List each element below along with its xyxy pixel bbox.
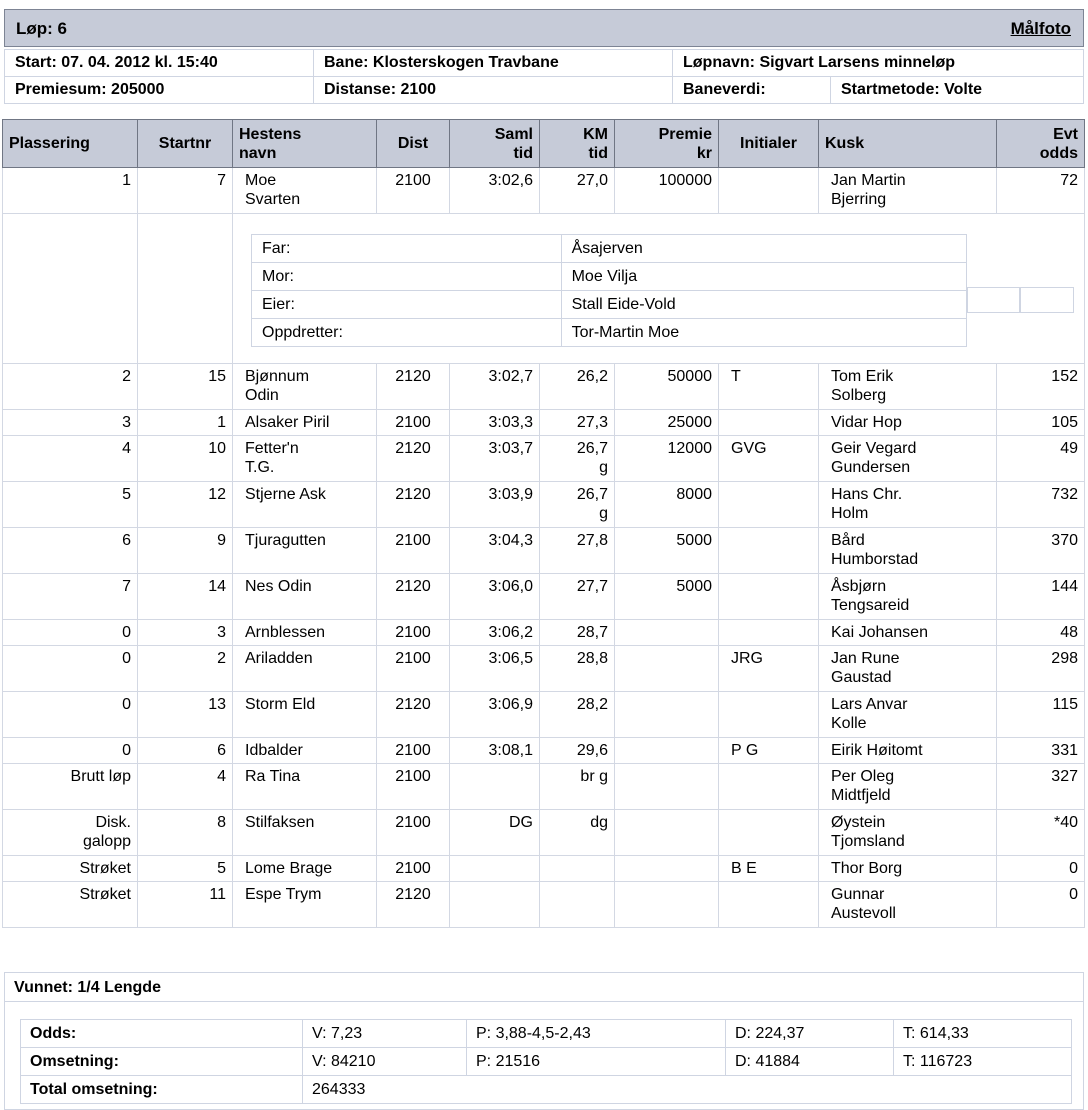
turnover-label: Omsetning: bbox=[21, 1048, 303, 1076]
table-row bbox=[3, 882, 1085, 928]
cell-placement: 3 bbox=[3, 410, 138, 436]
cell-km-time bbox=[540, 856, 615, 882]
total-turnover-value: 264333 bbox=[303, 1076, 1072, 1104]
track-name: Bane: Klosterskogen Travbane bbox=[314, 50, 673, 77]
cell-odds: 144 bbox=[997, 574, 1085, 620]
cell-start-number: 11 bbox=[138, 882, 233, 928]
cell-driver: Vidar Hop bbox=[819, 410, 997, 436]
pedigree-row bbox=[3, 214, 1085, 364]
cell-horse-name: Nes Odin bbox=[233, 574, 377, 620]
pedigree-spacer bbox=[3, 214, 138, 364]
cell-placement: Strøket bbox=[3, 882, 138, 928]
column-header-text: Kusk bbox=[825, 135, 865, 152]
cell-total-time: 3:02,7 bbox=[450, 364, 540, 410]
cell-placement: 2 bbox=[3, 364, 138, 410]
cell-odds: 298 bbox=[997, 646, 1085, 692]
cell-prize bbox=[615, 738, 719, 764]
cell-odds: 327 bbox=[997, 764, 1085, 810]
cell-horse-name: Stilfaksen bbox=[233, 810, 377, 856]
table-row bbox=[3, 364, 1085, 410]
pedigree-label: Mor: bbox=[252, 263, 562, 291]
turnover-row bbox=[21, 1048, 1072, 1076]
cell-start-number: 14 bbox=[138, 574, 233, 620]
pedigree-empty-cell bbox=[967, 287, 1020, 313]
column-header-text: Saml bbox=[494, 125, 533, 143]
cell-driver: Per Oleg Midtfjeld bbox=[819, 764, 997, 810]
cell-prize: 25000 bbox=[615, 410, 719, 436]
cell-horse-name: Stjerne Ask bbox=[233, 482, 377, 528]
cell-odds: 732 bbox=[997, 482, 1085, 528]
start-time: Start: 07. 04. 2012 kl. 15:40 bbox=[5, 50, 314, 77]
col-km-time bbox=[540, 120, 615, 168]
cell-km-time: 27,8 bbox=[540, 528, 615, 574]
table-row bbox=[3, 738, 1085, 764]
cell-km-time bbox=[540, 882, 615, 928]
cell-odds: 105 bbox=[997, 410, 1085, 436]
cell-odds: 72 bbox=[997, 168, 1085, 214]
column-header-text: Startnr bbox=[158, 135, 212, 152]
race-header bbox=[4, 9, 1084, 47]
cell-start-number: 6 bbox=[138, 738, 233, 764]
cell-placement: 5 bbox=[3, 482, 138, 528]
cell-driver: Thor Borg bbox=[819, 856, 997, 882]
cell-total-time bbox=[450, 856, 540, 882]
pedigree-cell bbox=[233, 214, 1085, 364]
pedigree-entry bbox=[252, 263, 967, 291]
cell-placement: 0 bbox=[3, 738, 138, 764]
start-method: Startmetode: Volte bbox=[831, 77, 1084, 104]
cell-distance: 2120 bbox=[377, 436, 450, 482]
cell-distance: 2120 bbox=[377, 364, 450, 410]
cell-distance: 2100 bbox=[377, 646, 450, 692]
table-row bbox=[3, 436, 1085, 482]
cell-placement: 6 bbox=[3, 528, 138, 574]
cell-prize: 12000 bbox=[615, 436, 719, 482]
table-row bbox=[3, 574, 1085, 620]
cell-distance: 2120 bbox=[377, 574, 450, 620]
cell-total-time: 3:06,2 bbox=[450, 620, 540, 646]
column-header-text: Hestens bbox=[239, 125, 302, 143]
cell-start-number: 1 bbox=[138, 410, 233, 436]
cell-initials: P G bbox=[719, 738, 819, 764]
odds-double: D: 224,37 bbox=[726, 1020, 894, 1048]
cell-start-number: 8 bbox=[138, 810, 233, 856]
odds-row bbox=[21, 1020, 1072, 1048]
cell-horse-name: Fetter'n T.G. bbox=[233, 436, 377, 482]
column-header-text: kr bbox=[696, 144, 712, 162]
table-row bbox=[3, 646, 1085, 692]
table-row bbox=[3, 528, 1085, 574]
column-header-text: navn bbox=[239, 144, 277, 162]
cell-placement: 1 bbox=[3, 168, 138, 214]
results-table bbox=[2, 119, 1085, 928]
cell-distance: 2100 bbox=[377, 168, 450, 214]
cell-km-time: 27,3 bbox=[540, 410, 615, 436]
cell-initials bbox=[719, 482, 819, 528]
cell-driver: Lars Anvar Kolle bbox=[819, 692, 997, 738]
cell-initials bbox=[719, 574, 819, 620]
column-header-text: Initialer bbox=[740, 135, 797, 152]
cell-prize bbox=[615, 764, 719, 810]
photo-finish-link[interactable]: Målfoto bbox=[1010, 19, 1071, 38]
cell-total-time: 3:06,0 bbox=[450, 574, 540, 620]
pedigree-entry bbox=[252, 235, 967, 263]
odds-trio: T: 614,33 bbox=[894, 1020, 1072, 1048]
cell-km-time: 28,8 bbox=[540, 646, 615, 692]
cell-total-time: DG bbox=[450, 810, 540, 856]
table-row bbox=[3, 482, 1085, 528]
cell-km-time: 28,2 bbox=[540, 692, 615, 738]
column-header-text: Premie bbox=[658, 125, 712, 143]
cell-placement: 0 bbox=[3, 692, 138, 738]
odds-table bbox=[20, 1019, 1072, 1104]
cell-driver: Geir Vegard Gundersen bbox=[819, 436, 997, 482]
column-header-text: Dist bbox=[397, 135, 429, 152]
cell-initials: B E bbox=[719, 856, 819, 882]
cell-placement: Brutt løp bbox=[3, 764, 138, 810]
cell-total-time bbox=[450, 764, 540, 810]
cell-placement: Strøket bbox=[3, 856, 138, 882]
cell-start-number: 3 bbox=[138, 620, 233, 646]
odds-win: V: 7,23 bbox=[303, 1020, 467, 1048]
column-header-text: odds bbox=[1039, 144, 1078, 162]
cell-km-time: br g bbox=[540, 764, 615, 810]
cell-km-time: 29,6 bbox=[540, 738, 615, 764]
cell-prize bbox=[615, 810, 719, 856]
cell-driver: Bård Humborstad bbox=[819, 528, 997, 574]
cell-total-time bbox=[450, 882, 540, 928]
pedigree-label: Far: bbox=[252, 235, 562, 263]
cell-initials bbox=[719, 764, 819, 810]
cell-distance: 2100 bbox=[377, 738, 450, 764]
cell-start-number: 12 bbox=[138, 482, 233, 528]
table-row bbox=[3, 692, 1085, 738]
col-distance bbox=[377, 120, 450, 168]
cell-odds: 48 bbox=[997, 620, 1085, 646]
pedigree-entry bbox=[252, 291, 967, 319]
cell-distance: 2100 bbox=[377, 528, 450, 574]
col-start-number bbox=[138, 120, 233, 168]
column-header-text: tid bbox=[513, 144, 533, 162]
cell-placement: 0 bbox=[3, 620, 138, 646]
cell-km-time: 26,2 bbox=[540, 364, 615, 410]
cell-horse-name: Espe Trym bbox=[233, 882, 377, 928]
cell-odds: 152 bbox=[997, 364, 1085, 410]
cell-driver: Gunnar Austevoll bbox=[819, 882, 997, 928]
cell-initials bbox=[719, 528, 819, 574]
column-header-text: Plassering bbox=[9, 135, 90, 152]
cell-driver: Eirik Høitomt bbox=[819, 738, 997, 764]
cell-km-time: 27,7 bbox=[540, 574, 615, 620]
cell-km-time: 28,7 bbox=[540, 620, 615, 646]
cell-distance: 2100 bbox=[377, 856, 450, 882]
cell-start-number: 15 bbox=[138, 364, 233, 410]
cell-driver: Jan Rune Gaustad bbox=[819, 646, 997, 692]
turnover-place: P: 21516 bbox=[467, 1048, 726, 1076]
col-horse-name bbox=[233, 120, 377, 168]
cell-start-number: 13 bbox=[138, 692, 233, 738]
cell-driver: Kai Johansen bbox=[819, 620, 997, 646]
col-odds bbox=[997, 120, 1085, 168]
cell-prize: 100000 bbox=[615, 168, 719, 214]
pedigree-empty-cell bbox=[1020, 287, 1074, 313]
cell-total-time: 3:03,3 bbox=[450, 410, 540, 436]
cell-horse-name: Tjuragutten bbox=[233, 528, 377, 574]
pedigree-value: Stall Eide-Vold bbox=[561, 291, 966, 319]
total-turnover-label: Total omsetning: bbox=[21, 1076, 303, 1104]
summary-divider bbox=[5, 1001, 1083, 1002]
cell-driver: Jan Martin Bjerring bbox=[819, 168, 997, 214]
cell-total-time: 3:06,5 bbox=[450, 646, 540, 692]
cell-horse-name: Arnblessen bbox=[233, 620, 377, 646]
cell-total-time: 3:03,9 bbox=[450, 482, 540, 528]
cell-horse-name: Ariladden bbox=[233, 646, 377, 692]
cell-horse-name: Moe Svarten bbox=[233, 168, 377, 214]
cell-start-number: 5 bbox=[138, 856, 233, 882]
cell-horse-name: Bjønnum Odin bbox=[233, 364, 377, 410]
cell-distance: 2120 bbox=[377, 692, 450, 738]
column-header-text: tid bbox=[588, 144, 608, 162]
cell-odds: 370 bbox=[997, 528, 1085, 574]
cell-distance: 2100 bbox=[377, 410, 450, 436]
cell-start-number: 7 bbox=[138, 168, 233, 214]
cell-driver: Tom Erik Solberg bbox=[819, 364, 997, 410]
table-row bbox=[3, 410, 1085, 436]
cell-horse-name: Lome Brage bbox=[233, 856, 377, 882]
cell-prize: 50000 bbox=[615, 364, 719, 410]
col-initials bbox=[719, 120, 819, 168]
cell-initials bbox=[719, 410, 819, 436]
cell-driver: Hans Chr. Holm bbox=[819, 482, 997, 528]
cell-initials: T bbox=[719, 364, 819, 410]
cell-start-number: 10 bbox=[138, 436, 233, 482]
cell-initials: GVG bbox=[719, 436, 819, 482]
cell-initials bbox=[719, 620, 819, 646]
pedigree-value: Åsajerven bbox=[561, 235, 966, 263]
cell-prize bbox=[615, 692, 719, 738]
table-row bbox=[3, 620, 1085, 646]
col-total-time bbox=[450, 120, 540, 168]
race-info-table bbox=[4, 49, 1084, 104]
odds-label: Odds: bbox=[21, 1020, 303, 1048]
cell-start-number: 4 bbox=[138, 764, 233, 810]
cell-prize bbox=[615, 620, 719, 646]
pedigree-value: Moe Vilja bbox=[561, 263, 966, 291]
pedigree-entry bbox=[252, 319, 967, 347]
table-row bbox=[3, 764, 1085, 810]
cell-odds: *40 bbox=[997, 810, 1085, 856]
cell-km-time: dg bbox=[540, 810, 615, 856]
cell-distance: 2100 bbox=[377, 620, 450, 646]
cell-placement: 4 bbox=[3, 436, 138, 482]
cell-horse-name: Ra Tina bbox=[233, 764, 377, 810]
cell-odds: 115 bbox=[997, 692, 1085, 738]
cell-prize bbox=[615, 646, 719, 692]
cell-total-time: 3:02,6 bbox=[450, 168, 540, 214]
cell-distance: 2120 bbox=[377, 482, 450, 528]
pedigree-spacer bbox=[138, 214, 233, 364]
total-turnover-row bbox=[21, 1076, 1072, 1104]
cell-km-time: 26,7 g bbox=[540, 482, 615, 528]
cell-km-time: 27,0 bbox=[540, 168, 615, 214]
cell-placement: Disk. galopp bbox=[3, 810, 138, 856]
cell-start-number: 2 bbox=[138, 646, 233, 692]
cell-total-time: 3:03,7 bbox=[450, 436, 540, 482]
cell-initials: JRG bbox=[719, 646, 819, 692]
col-driver bbox=[819, 120, 997, 168]
table-row bbox=[3, 810, 1085, 856]
cell-prize: 5000 bbox=[615, 574, 719, 620]
cell-driver: Øystein Tjomsland bbox=[819, 810, 997, 856]
pedigree-table bbox=[251, 234, 967, 347]
cell-odds: 0 bbox=[997, 856, 1085, 882]
table-row bbox=[3, 168, 1085, 214]
cell-horse-name: Storm Eld bbox=[233, 692, 377, 738]
cell-odds: 0 bbox=[997, 882, 1085, 928]
cell-horse-name: Alsaker Piril bbox=[233, 410, 377, 436]
column-header-text: KM bbox=[583, 125, 608, 143]
cell-prize: 5000 bbox=[615, 528, 719, 574]
distance: Distanse: 2100 bbox=[314, 77, 673, 104]
table-row bbox=[3, 856, 1085, 882]
winning-margin: Vunnet: 1/4 Lengde bbox=[14, 979, 161, 996]
cell-odds: 331 bbox=[997, 738, 1085, 764]
cell-placement: 0 bbox=[3, 646, 138, 692]
turnover-win: V: 84210 bbox=[303, 1048, 467, 1076]
race-name: Løpnavn: Sigvart Larsens minneløp bbox=[673, 50, 1084, 77]
cell-driver: Åsbjørn Tengsareid bbox=[819, 574, 997, 620]
cell-initials bbox=[719, 882, 819, 928]
cell-prize: 8000 bbox=[615, 482, 719, 528]
cell-km-time: 26,7 g bbox=[540, 436, 615, 482]
col-prize bbox=[615, 120, 719, 168]
cell-horse-name: Idbalder bbox=[233, 738, 377, 764]
cell-initials bbox=[719, 810, 819, 856]
cell-total-time: 3:06,9 bbox=[450, 692, 540, 738]
turnover-trio: T: 116723 bbox=[894, 1048, 1072, 1076]
cell-placement: 7 bbox=[3, 574, 138, 620]
column-header-text: Evt bbox=[1053, 125, 1078, 143]
race-number: Løp: 6 bbox=[16, 19, 67, 38]
prize-sum: Premiesum: 205000 bbox=[5, 77, 314, 104]
results-header-row bbox=[3, 120, 1085, 168]
cell-distance: 2120 bbox=[377, 882, 450, 928]
cell-distance: 2100 bbox=[377, 810, 450, 856]
cell-total-time: 3:04,3 bbox=[450, 528, 540, 574]
turnover-double: D: 41884 bbox=[726, 1048, 894, 1076]
cell-start-number: 9 bbox=[138, 528, 233, 574]
odds-place: P: 3,88-4,5-2,43 bbox=[467, 1020, 726, 1048]
pedigree-value: Tor-Martin Moe bbox=[561, 319, 966, 347]
cell-prize bbox=[615, 882, 719, 928]
pedigree-label: Eier: bbox=[252, 291, 562, 319]
cell-distance: 2100 bbox=[377, 764, 450, 810]
track-value: Baneverdi: bbox=[673, 77, 831, 104]
cell-total-time: 3:08,1 bbox=[450, 738, 540, 764]
pedigree-label: Oppdretter: bbox=[252, 319, 562, 347]
col-placement bbox=[3, 120, 138, 168]
cell-initials bbox=[719, 692, 819, 738]
cell-odds: 49 bbox=[997, 436, 1085, 482]
cell-prize bbox=[615, 856, 719, 882]
cell-initials bbox=[719, 168, 819, 214]
